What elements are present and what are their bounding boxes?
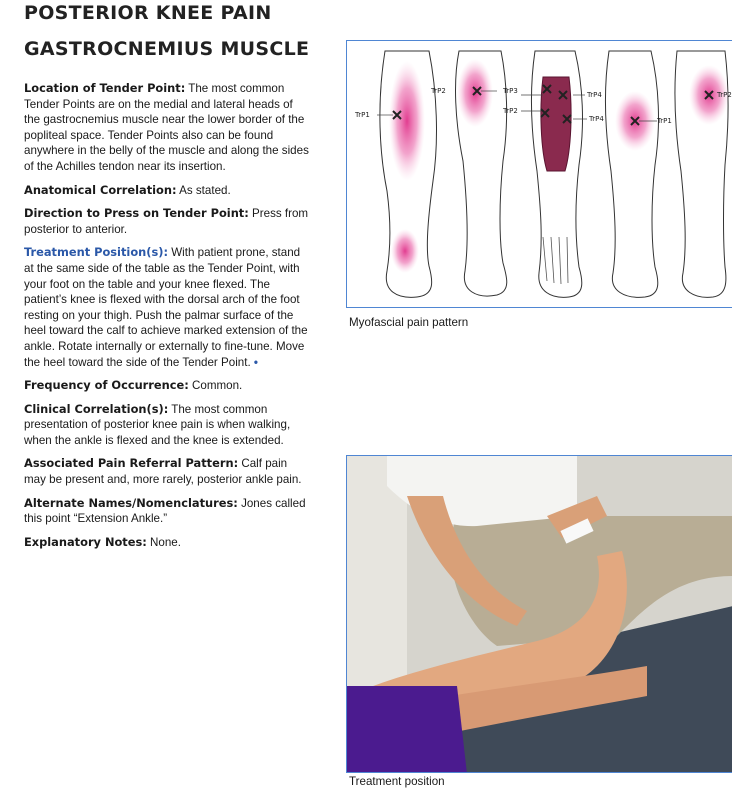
section-frequency	[24, 378, 310, 394]
section-location	[24, 81, 310, 175]
section-text: None.	[146, 535, 181, 549]
leg-outline-4	[605, 51, 658, 297]
trp-label: TrP1	[355, 111, 370, 119]
trp-label: TrP2	[717, 91, 732, 99]
section-label: Clinical Correlation(s):	[24, 401, 169, 416]
section-label: Anatomical Correlation:	[24, 182, 177, 197]
section-label: Explanatory Notes:	[24, 534, 147, 549]
figure-caption-treatment: Treatment position	[349, 775, 445, 788]
myofascial-figure	[346, 40, 732, 308]
treatment-photo	[346, 455, 732, 773]
end-bullet: •	[250, 355, 258, 369]
figure-caption-myofascial: Myofascial pain pattern	[349, 316, 469, 329]
page-title-line1: POSTERIOR KNEE PAIN	[24, 2, 272, 24]
treatment-scene	[347, 456, 732, 773]
section-label: Treatment Position(s):	[24, 245, 168, 260]
section-alternate-names	[24, 496, 310, 527]
section-direction	[24, 206, 310, 237]
trp-label: TrP2	[431, 87, 446, 95]
section-anatomical-correlation	[24, 183, 310, 199]
section-pain-referral	[24, 456, 310, 487]
trp-label: TrP2	[503, 107, 518, 115]
text-column	[24, 81, 310, 558]
section-label: Location of Tender Point:	[24, 81, 186, 95]
section-text: Jones called this point “Extension Ankle.”	[24, 496, 306, 526]
section-text: Calf pain may be present and, more rarely, posterior ankle pain.	[24, 457, 302, 487]
section-label: Direction to Press on Tender Point:	[24, 206, 249, 221]
pain-area	[391, 229, 419, 273]
trp-label: TrP4	[589, 115, 604, 123]
trp-label: TrP1	[657, 117, 672, 125]
section-label: Associated Pain Referral Pattern:	[24, 456, 239, 471]
leg-illustrations	[347, 41, 732, 308]
pain-area	[389, 61, 425, 181]
section-clinical-correlation	[24, 402, 310, 449]
section-label: Alternate Names/Nomenclatures:	[24, 495, 238, 510]
section-label: Frequency of Occurrence:	[24, 378, 189, 393]
trp-label: TrP3	[503, 87, 518, 95]
page-title-line2: GASTROCNEMIUS MUSCLE	[24, 38, 310, 60]
section-explanatory-notes	[24, 535, 310, 551]
section-text: The most common presentation of posterior knee pain is when walking, when the ankle is flexed and the knee is extended.	[24, 402, 291, 447]
trp-label: TrP4	[587, 91, 602, 99]
section-text: With patient prone, stand at the same side of the table as the Tender Point, with your foot on the table and your knee flexed. The patient’s knee is flexed with the dorsal arch of the foot resting on your thigh. Push the palmar surface of the heel toward the calf to achieve marked extension of the ankle. Rotate internally or externally to fine-tune. Move the heel toward the side of the Tender Point.	[24, 246, 308, 369]
section-treatment-position	[24, 245, 310, 370]
section-text: Common.	[188, 379, 243, 393]
section-text: Press from posterior to anterior.	[24, 207, 309, 236]
section-text: As stated.	[176, 183, 231, 197]
section-text: The most common Tender Points are on the medial and lateral heads of the gastrocnemius muscle near the lower border of the popliteal space. Tender Points also can be found anywhere in the belly of the muscle and along the sides of the Achilles tendon near its insertion.	[24, 82, 309, 173]
